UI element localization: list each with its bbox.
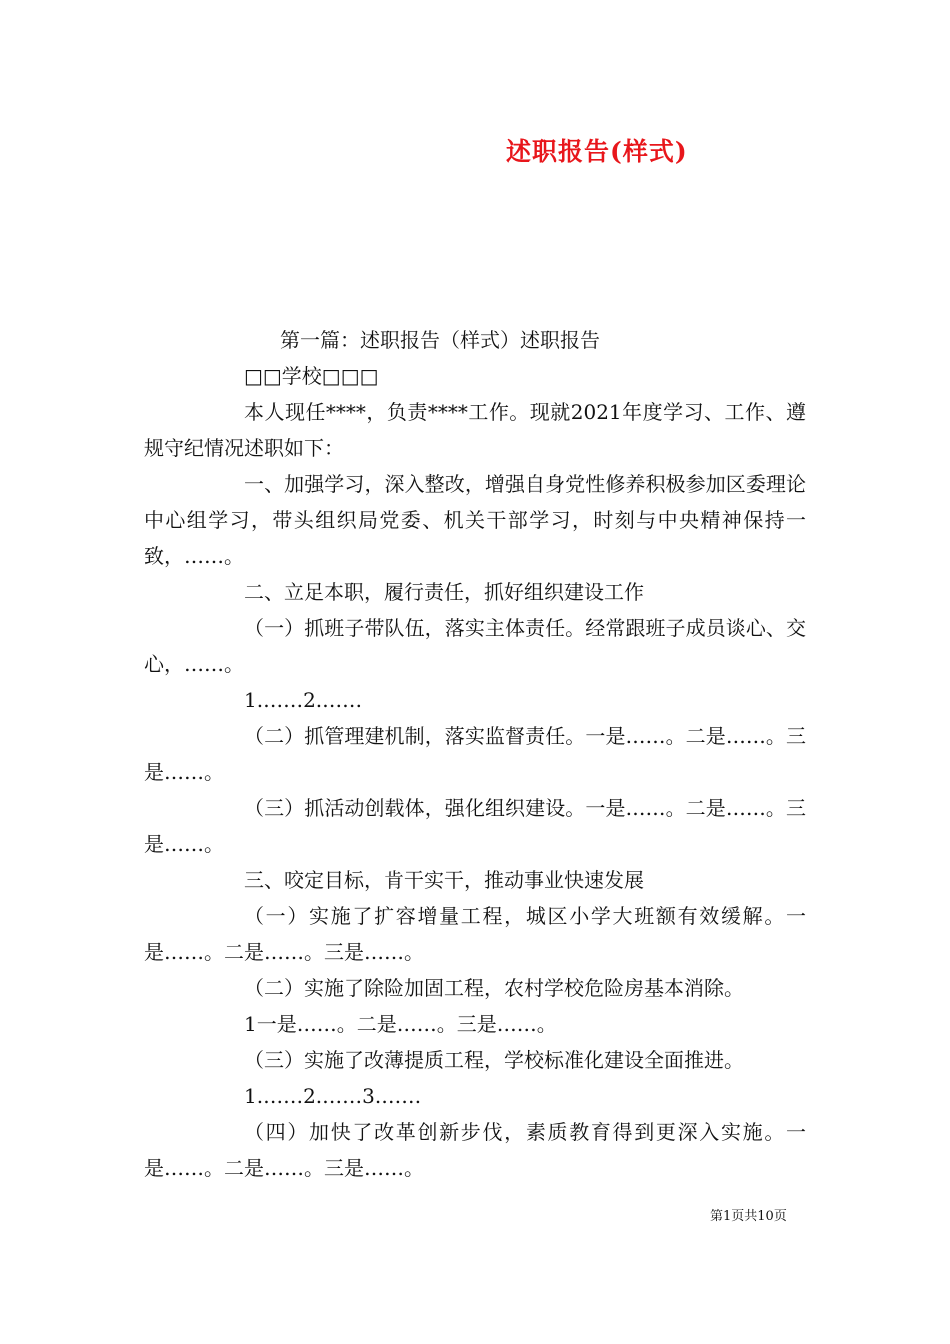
paragraph-item-3-3-list: 1.……2.……3.……	[244, 1084, 422, 1108]
document-title: 述职报告(样式)	[506, 137, 688, 166]
paragraph-item-3: 三、咬定目标，肯干实干，推动事业快速发展	[244, 868, 644, 892]
paragraph-item-3-2: （二）实施了除险加固工程，农村学校危险房基本消除。	[244, 976, 744, 1000]
paragraph-item-2: 二、立足本职，履行责任，抓好组织建设工作	[244, 580, 644, 604]
school-line: □□学校□□□	[244, 364, 379, 388]
paragraph-item-2-2: （二）抓管理建机制，落实监督责任。一是……。二是……。三是……。	[144, 724, 806, 784]
paragraph-item-3-4: （四）加快了改革创新步伐，素质教育得到更深入实施。一是……。二是……。三是……。	[144, 1120, 806, 1180]
paragraph-intro: 本人现任****，负责****工作。现就2021年度学习、工作、遵规守纪情况述职如下：	[144, 400, 806, 460]
page-number: 第1页共10页	[710, 1209, 787, 1224]
paragraph-item-2-3: （三）抓活动创载体，强化组织建设。一是……。二是……。三是……。	[144, 796, 806, 856]
section-heading: 第一篇：述职报告（样式）述职报告	[280, 328, 600, 352]
paragraph-item-1: 一、加强学习，深入整改，增强自身党性修养积极参加区委理论中心组学习，带头组织局党委、机关干部学习，时刻与中央精神保持一致，……。	[144, 472, 806, 568]
document-body	[144, 322, 806, 1186]
paragraph-item-3-1: （一）实施了扩容增量工程，城区小学大班额有效缓解。一是……。二是……。三是……。	[144, 904, 806, 964]
paragraph-item-3-2-list: 1一是……。二是……。三是……。	[244, 1012, 557, 1036]
paragraph-item-2-1: （一）抓班子带队伍，落实主体责任。经常跟班子成员谈心、交心，……。	[144, 616, 806, 676]
paragraph-item-2-1-list: 1.……2.……	[244, 688, 363, 712]
paragraph-item-3-3: （三）实施了改薄提质工程，学校标准化建设全面推进。	[244, 1048, 744, 1072]
